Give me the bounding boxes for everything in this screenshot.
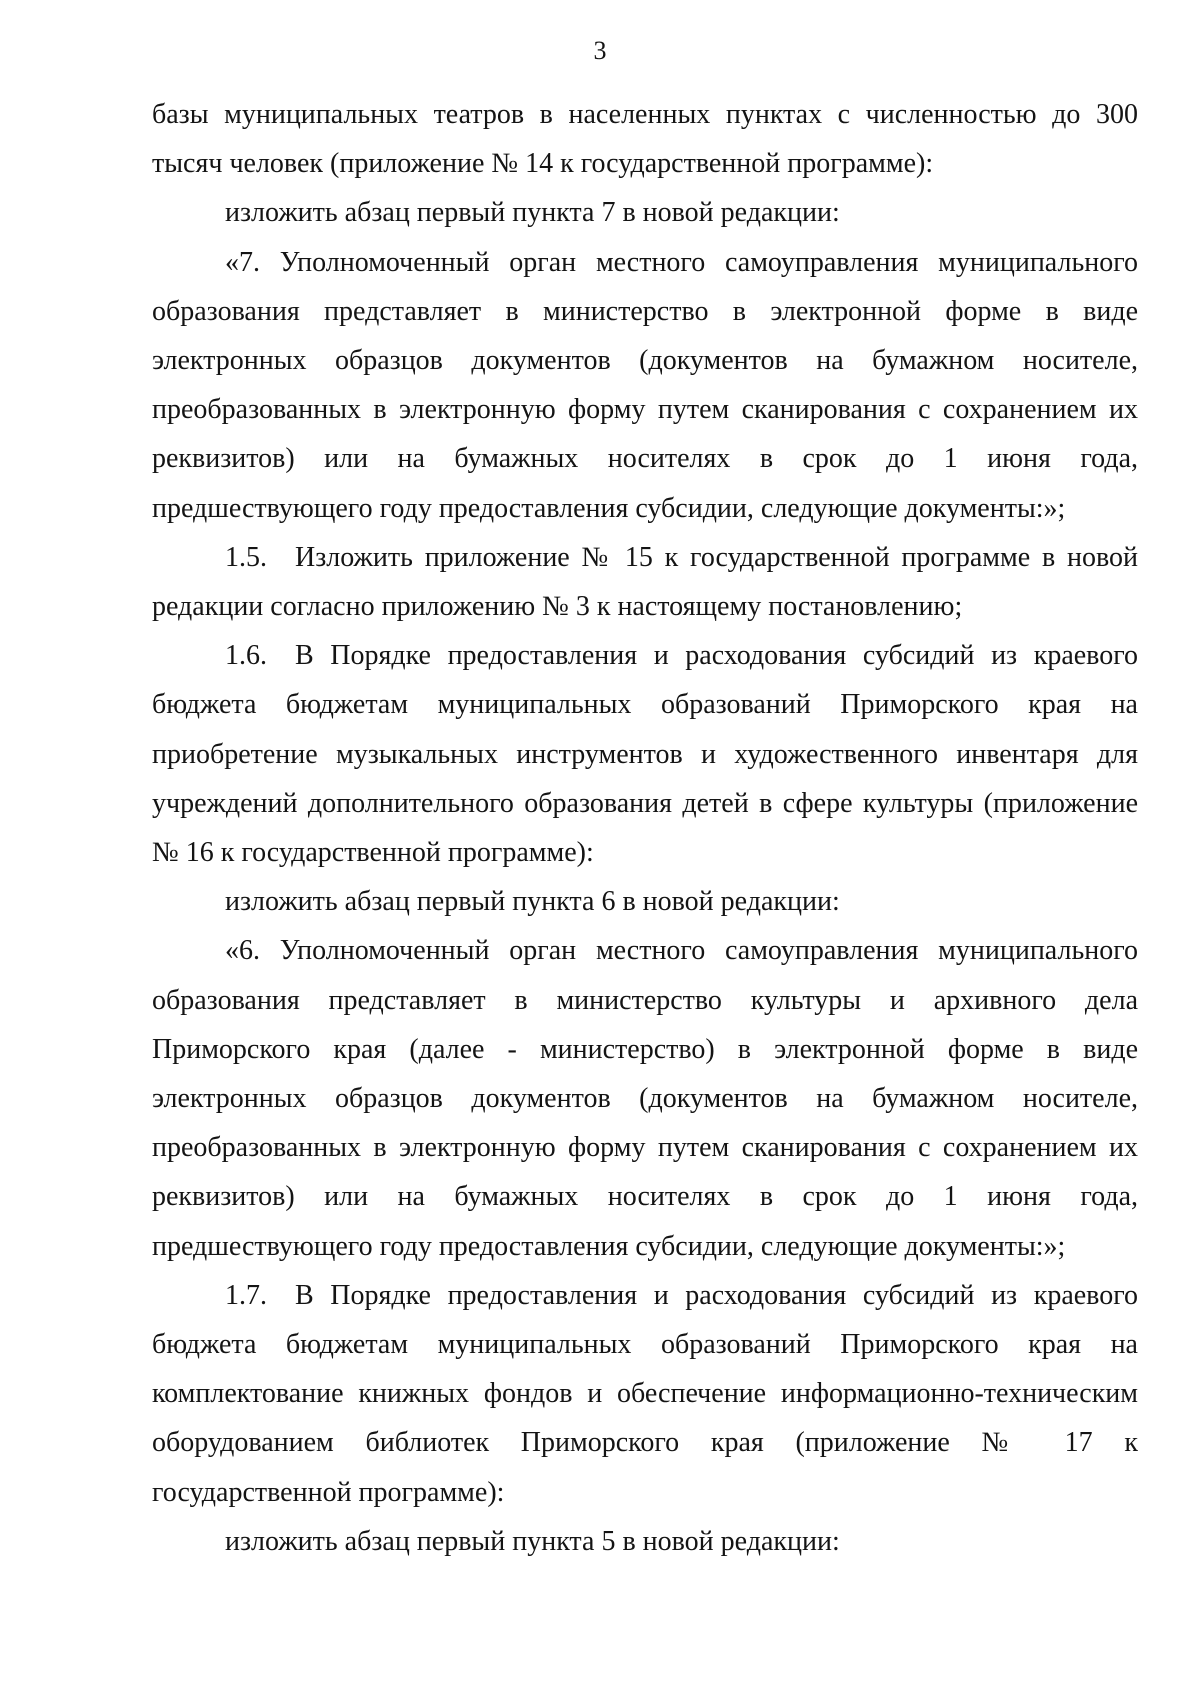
clause-1-6 (152, 631, 1138, 877)
clause-1-7 (152, 1271, 1138, 1517)
clause-number: 1.5. (225, 541, 267, 573)
document-body (152, 90, 1138, 1566)
clause-1-5 (152, 533, 1138, 631)
clause-text: В Порядке предоставления и расходования субсидий из краевого бюджета бюджетам муниципальных образований Приморского края на приобретение музыкальных инструментов и художественного инвентаря для учреждений дополнительного образования детей в сфере культуры (приложение № 16 к государственной программе): (152, 640, 1138, 869)
instruction-paragraph-item-6: изложить абзац первый пункта 6 в новой редакции: (225, 886, 840, 918)
clause-number: 1.6. (225, 640, 267, 672)
clause-number: 1.7. (225, 1279, 267, 1311)
quoted-paragraph-item-7: «7. Уполномоченный орган местного самоуправления муниципального образования представляет в министерство в электронной форме в виде электронных образцов документов (документов на бумажном носителе, преобразованных в электронную форму путем сканирования с сохранением их реквизитов) или на бумажных носителях в срок до 1 июня года, предшествующего году предоставления субсидии, следующие документы:»; (152, 246, 1138, 524)
clause-text: Изложить приложение № 15 к государственной программе в новой редакции согласно приложению № 3 к настоящему постановлению; (152, 541, 1138, 623)
clause-text: В Порядке предоставления и расходования субсидий из краевого бюджета бюджетам муниципальных образований Приморского края на комплектование книжных фондов и обеспечение информационно-техническим оборудованием библиотек Приморского края (приложение № 17 к государственной программе): (152, 1279, 1138, 1508)
instruction-paragraph-item-5: изложить абзац первый пункта 5 в новой редакции: (225, 1525, 840, 1557)
quoted-paragraph-item-6: «6. Уполномоченный орган местного самоуправления муниципального образования представляет в министерство культуры и архивного дела Приморского края (далее - министерство) в электронной форме в виде электронных образцов документов (документов на бумажном носителе, преобразованных в электронную форму путем сканирования с сохранением их реквизитов) или на бумажных носителях в срок до 1 июня года, предшествующего году предоставления субсидии, следующие документы:»; (152, 935, 1138, 1262)
instruction-paragraph-item-7: изложить абзац первый пункта 7 в новой редакции: (225, 197, 840, 229)
page-number: 3 (593, 36, 607, 65)
continuation-paragraph: базы муниципальных театров в населенных пунктах с численностью до 300 тысяч человек (приложение № 14 к государственной программе): (152, 99, 1138, 180)
